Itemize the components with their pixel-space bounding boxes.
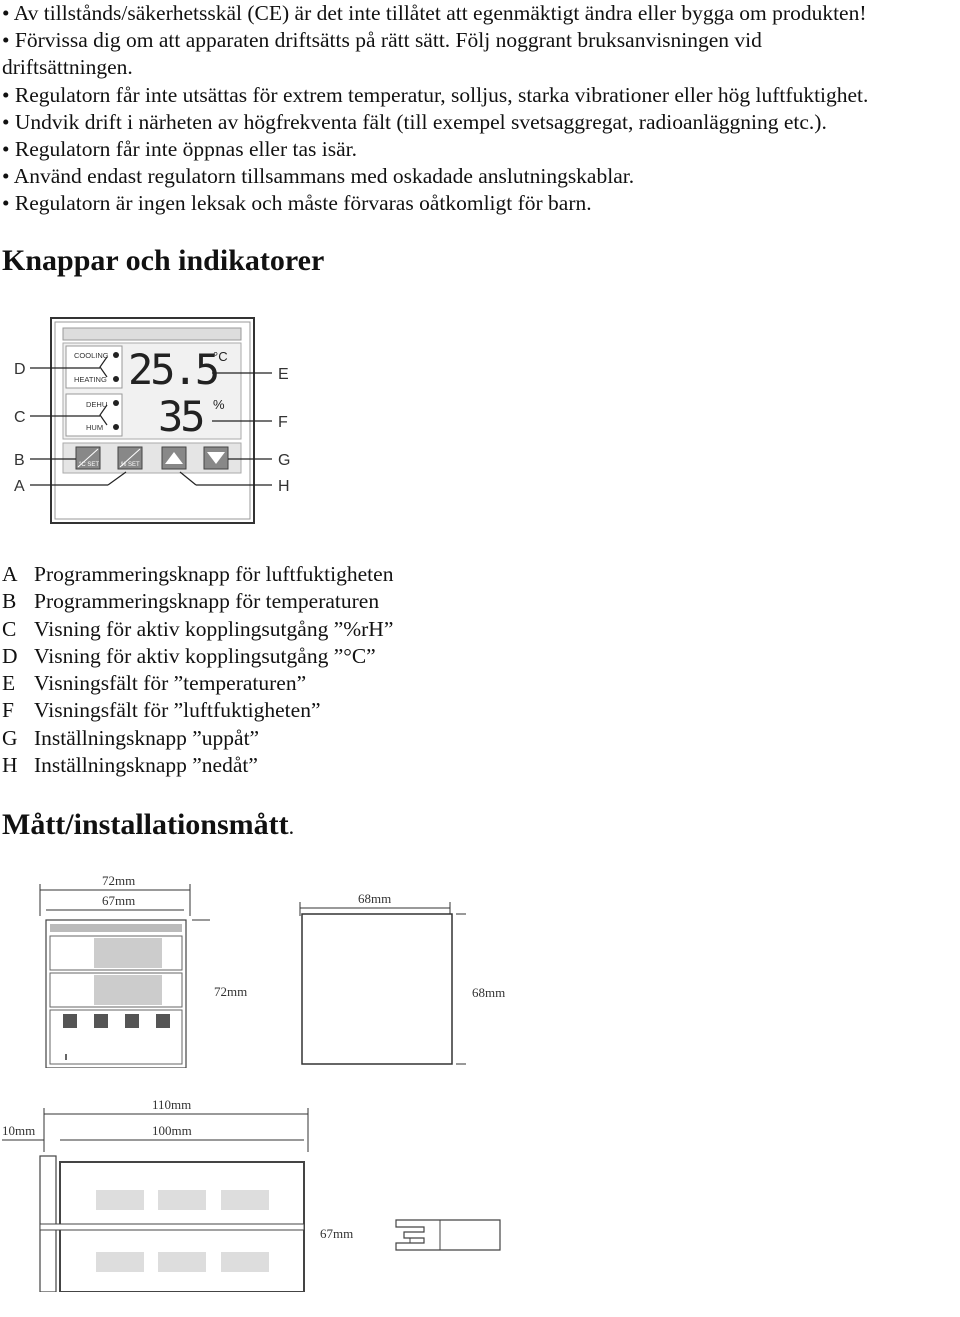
side-total-length: 110mm xyxy=(152,1097,192,1112)
humidity-unit: % xyxy=(213,397,225,412)
dehu-indicator xyxy=(113,400,119,406)
safety-item: • Regulatorn får inte öppnas eller tas isär. xyxy=(2,137,358,162)
svg-text:% SET: % SET xyxy=(121,462,140,468)
cutout-diagram xyxy=(290,884,530,1074)
cooling-label: COOLING xyxy=(74,351,109,360)
callout-C: C xyxy=(14,409,26,426)
callout-G: G xyxy=(278,452,291,469)
front-inner-width: 67mm xyxy=(102,893,136,908)
legend-item: F Visningsfält för ”luftfuktigheten” xyxy=(2,698,321,723)
safety-item: • Förvissa dig om att apparaten driftsätts på rätt sätt. Följ noggrant bruksanvisningen vid driftsättningen. xyxy=(2,28,762,80)
humidity-display: 35 xyxy=(158,392,203,441)
safety-list xyxy=(2,0,958,218)
front-height: 72mm xyxy=(214,984,248,999)
cutout-width: 68mm xyxy=(358,891,392,906)
panel-top-strip xyxy=(63,328,241,340)
safety-item: • Regulatorn är ingen leksak och måste förvaras oåtkomligt för barn. xyxy=(2,191,592,216)
safety-item: • Undvik drift i närheten av högfrekventa fält (till exempel svetsaggregat, radioanläggning etc.). xyxy=(2,109,827,134)
callout-A: A xyxy=(14,478,25,495)
legend-item: E Visningsfält för ”temperaturen” xyxy=(2,671,307,696)
heating-indicator xyxy=(113,376,119,382)
side-body-length: 100mm xyxy=(152,1123,192,1138)
temperature-display: 25.5 xyxy=(128,345,218,394)
legend-item: D Visning för aktiv kopplingsutgång ”°C” xyxy=(2,643,376,668)
section-heading-buttons: Knappar och indikatorer xyxy=(2,244,325,277)
legend-item: B Programmeringsknapp för temperaturen xyxy=(2,589,380,614)
cutout-height: 68mm xyxy=(472,985,506,1000)
callout-B: B xyxy=(14,452,25,469)
connector-shape xyxy=(396,1220,500,1250)
side-front-depth: 10mm xyxy=(2,1123,36,1138)
hum-label: HUM xyxy=(86,423,104,432)
callout-E: E xyxy=(278,366,289,383)
controller-panel-diagram xyxy=(0,310,320,530)
legend-item: H Inställningsknapp ”nedåt” xyxy=(2,753,258,778)
safety-item: • Regulatorn får inte utsättas för extrem temperatur, solljus, starka vibrationer eller hög luftfuktighet. xyxy=(2,82,869,107)
front-view-diagram xyxy=(30,868,270,1068)
front-outer-width: 72mm xyxy=(102,873,136,888)
callout-H: H xyxy=(278,478,290,495)
cooling-indicator xyxy=(113,352,119,358)
legend-item: C Visning för aktiv kopplingsutgång ”%rH” xyxy=(2,616,394,641)
safety-item: • Av tillstånds/säkerhetsskäl (CE) är det inte tillåtet att egenmäktigt ändra eller bygga om produkten! xyxy=(2,1,867,25)
legend-item: G Inställningsknapp ”uppåt” xyxy=(2,725,260,750)
hum-indicator xyxy=(113,424,119,430)
legend-list xyxy=(2,561,393,779)
safety-item: • Använd endast regulatorn tillsammans med oskadade anslutningskablar. xyxy=(2,164,635,189)
side-height: 67mm xyxy=(320,1226,354,1241)
callout-D: D xyxy=(14,361,26,378)
temperature-unit: °C xyxy=(213,349,228,364)
section-heading-dimensions: Mått/installationsmått. xyxy=(2,808,295,841)
heating-label: HEATING xyxy=(74,375,107,384)
side-view-diagram xyxy=(0,1092,520,1292)
svg-text:°C SET: °C SET xyxy=(79,462,100,468)
dehu-label: DEHU xyxy=(86,400,108,409)
callout-F: F xyxy=(278,414,288,431)
legend-item: A Programmeringsknapp för luftfuktigheten xyxy=(2,562,394,586)
